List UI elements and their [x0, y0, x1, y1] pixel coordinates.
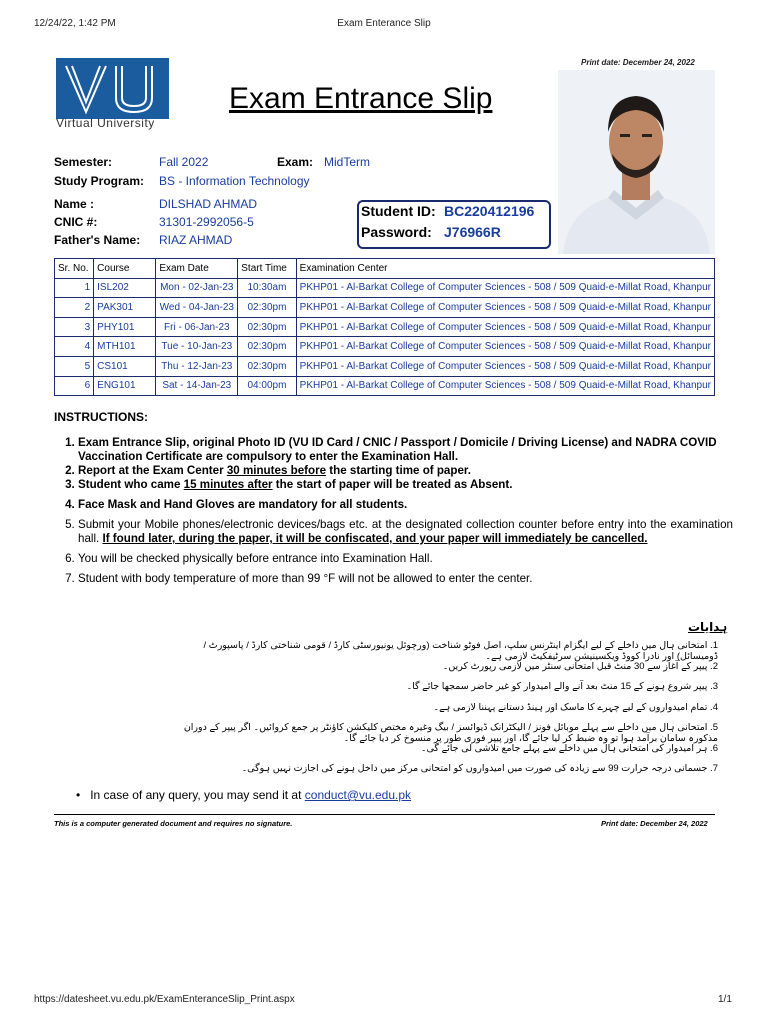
semester-value: Fall 2022: [159, 155, 209, 169]
browser-page-title: Exam Enterance Slip: [337, 18, 431, 29]
instruction-text: Student with body temperature of more than 99 °F will not be allowed to enter the center.: [78, 572, 533, 585]
query-line: [76, 788, 411, 802]
print-date-top: Print date: December 24, 2022: [581, 58, 695, 67]
instruction-text: Student who came: [78, 478, 184, 491]
print-datetime: 12/24/22, 1:42 PM: [34, 18, 116, 29]
instructions-heading: INSTRUCTIONS:: [54, 410, 148, 424]
father-value: RIAZ AHMAD: [159, 233, 233, 247]
instruction-text: You will be checked physically before entrance into Examination Hall.: [78, 552, 433, 565]
cell-sr: 4: [55, 337, 94, 357]
program-value: BS - Information Technology: [159, 174, 310, 188]
cell-date: Mon - 02-Jan-23: [156, 278, 238, 298]
cnic-value: 31301-2992056-5: [159, 215, 254, 229]
cell-time: 10:30am: [238, 278, 296, 298]
instruction-emphasis: 15 minutes after: [183, 478, 273, 491]
footer-divider: [54, 814, 715, 815]
col-course: Course: [94, 259, 156, 279]
exam-label: Exam:: [277, 155, 314, 169]
instruction-item: [78, 436, 733, 464]
urdu-instruction-item: 3. پیپر شروع ہونے کے 15 منٹ بعد آنے والے امیدوار کو غیر حاضر سمجھا جائے گا۔: [406, 681, 718, 692]
vu-logo: [56, 58, 169, 119]
cell-sr: 2: [55, 298, 94, 318]
cell-time: 02:30pm: [238, 356, 296, 376]
cell-center: PKHP01 - Al-Barkat College of Computer Sciences - 508 / 509 Quaid-e-Millat Road, Khanpur: [296, 376, 714, 396]
cell-time: 02:30pm: [238, 317, 296, 337]
cell-course: ISL202: [94, 278, 156, 298]
cell-date: Fri - 06-Jan-23: [156, 317, 238, 337]
cell-time: 02:30pm: [238, 337, 296, 357]
contact-email-link[interactable]: conduct@vu.edu.pk: [304, 788, 412, 802]
instructions-list: [60, 436, 733, 586]
urdu-instruction-item: 4. تمام امیدواروں کے لیے چہرے کا ماسک اور ہینڈ دستانے پہننا لازمی ہے۔: [433, 701, 718, 713]
cell-time: 04:00pm: [238, 376, 296, 396]
cell-date: Tue - 10-Jan-23: [156, 337, 238, 357]
cell-center: PKHP01 - Al-Barkat College of Computer Sciences - 508 / 509 Quaid-e-Millat Road, Khanpur: [296, 278, 714, 298]
urdu-instruction-item: 6. ہر امیدوار کی امتحانی ہال میں داخلے سے پہلے جامع تلاشی لی جائے گی۔: [420, 742, 718, 754]
instruction-item: [78, 498, 733, 512]
instruction-item: [78, 552, 733, 566]
urdu-instructions-list: [160, 640, 718, 784]
urdu-instruction-item: 2. پیپر کے آغاز سے 30 منٹ قبل امتحانی سنٹر میں لازمی رپورٹ کریں۔: [442, 660, 718, 672]
program-label: Study Program:: [54, 174, 145, 188]
urdu-instruction-item: 5. امتحانی ہال میں داخلے سے پہلے موبائل فونز / الیکٹرانک ڈیوائسز / بیگ وغیرہ مختص کلیکشن کاؤنٹر پر جمع کروائیں۔ اگر پیپر کے دوران مذکورہ سامان برآمد ہوا تو وہ ضبط کر لیا جائے گا، اور پیپر فوری طور پر منسوخ کر دیا جائے گا۔: [183, 722, 718, 744]
cell-center: PKHP01 - Al-Barkat College of Computer Sciences - 508 / 509 Quaid-e-Millat Road, Khanpur: [296, 317, 714, 337]
table-header-row: [55, 259, 715, 279]
cnic-label: CNIC #:: [54, 215, 98, 229]
student-id-value: BC220412196: [444, 203, 535, 219]
logo-text: Virtual University: [56, 116, 155, 130]
cell-date: Sat - 14-Jan-23: [156, 376, 238, 396]
col-exam-center: Examination Center: [296, 259, 714, 279]
name-label: Name :: [54, 197, 95, 211]
password-label: Password:: [361, 224, 432, 240]
table-row: [55, 317, 715, 337]
cell-center: PKHP01 - Al-Barkat College of Computer Sciences - 508 / 509 Quaid-e-Millat Road, Khanpur: [296, 298, 714, 318]
col-exam-date: Exam Date: [156, 259, 238, 279]
instruction-text: Report at the Exam Center: [78, 464, 227, 477]
password-value: J76966R: [444, 224, 501, 240]
col-sr-no: Sr. No.: [55, 259, 94, 279]
student-id-label: Student ID:: [361, 203, 436, 219]
cell-center: PKHP01 - Al-Barkat College of Computer Sciences - 508 / 509 Quaid-e-Millat Road, Khanpur: [296, 337, 714, 357]
exam-schedule-table: [54, 258, 715, 396]
cell-date: Thu - 12-Jan-23: [156, 356, 238, 376]
table-row: [55, 356, 715, 376]
table-row: [55, 337, 715, 357]
page-count: 1/1: [718, 994, 732, 1005]
urdu-instruction-item: 1. امتحانی ہال میں داخلے کے لیے ایگزام اینٹرنس سلپ، اصل فوٹو شناخت (ورچوئل یونیورسٹی کارڈ / قومی شناختی کارڈ / پاسپورٹ / ڈومیسائل) اور نادرا کووڈ ویکسینیشن سرٹیفکیٹ لازمی ہے۔: [203, 640, 718, 662]
instruction-item: [78, 572, 733, 586]
page-title: Exam Entrance Slip: [229, 82, 493, 115]
instruction-text: Submit your Mobile phones/electronic devices/bags etc. at the designated collection counter before entry into the examination hall.: [78, 518, 733, 545]
footer-disclaimer: This is a computer generated document and requires no signature.: [54, 819, 293, 828]
instruction-item: [78, 464, 733, 478]
cell-date: Wed - 04-Jan-23: [156, 298, 238, 318]
bullet-icon: •: [76, 788, 91, 802]
cell-sr: 6: [55, 376, 94, 396]
instruction-text: Exam Entrance Slip, original Photo ID (VU ID Card / CNIC / Passport / Domicile / Driving License) and NADRA COVID Vaccination Certificate are compulsory to enter the Examination Hall.: [78, 436, 717, 463]
cell-course: PAK301: [94, 298, 156, 318]
cell-course: PHY101: [94, 317, 156, 337]
cell-center: PKHP01 - Al-Barkat College of Computer Sciences - 508 / 509 Quaid-e-Millat Road, Khanpur: [296, 356, 714, 376]
col-start-time: Start Time: [238, 259, 296, 279]
instruction-emphasis: If found later, during the paper, it will be confiscated, and your paper will immediately be cancelled.: [102, 532, 648, 545]
cell-sr: 5: [55, 356, 94, 376]
exam-value: MidTerm: [324, 155, 371, 169]
query-text: In case of any query, you may send it at: [90, 788, 305, 802]
table-row: [55, 278, 715, 298]
instruction-text: the start of paper will be treated as Absent.: [272, 478, 513, 491]
student-photo: [558, 70, 715, 254]
table-row: [55, 298, 715, 318]
instruction-emphasis: 30 minutes before: [226, 464, 327, 477]
semester-label: Semester:: [54, 155, 113, 169]
instruction-text: the starting time of paper.: [326, 464, 472, 477]
footer-print-date: Print date: December 24, 2022: [601, 819, 708, 828]
cell-sr: 1: [55, 278, 94, 298]
cell-sr: 3: [55, 317, 94, 337]
instruction-text: Face Mask and Hand Gloves are mandatory for all students.: [78, 498, 408, 511]
urdu-instructions-heading: ہدایات: [688, 620, 728, 634]
cell-time: 02:30pm: [238, 298, 296, 318]
name-value: DILSHAD AHMAD: [159, 197, 258, 211]
page-url: https://datesheet.vu.edu.pk/ExamEnteranceSlip_Print.aspx: [34, 994, 295, 1005]
cell-course: MTH101: [94, 337, 156, 357]
table-row: [55, 376, 715, 396]
cell-course: ENG101: [94, 376, 156, 396]
instruction-item: [78, 518, 733, 546]
father-label: Father's Name:: [54, 233, 141, 247]
cell-course: CS101: [94, 356, 156, 376]
urdu-instruction-item: 7. جسمانی درجہ حرارت 99 سے زیادہ کی صورت میں امیدواروں کو امتحانی مرکز میں داخل ہونے کی اجازت نہیں ہوگی۔: [241, 763, 718, 774]
instruction-item: [78, 478, 733, 492]
